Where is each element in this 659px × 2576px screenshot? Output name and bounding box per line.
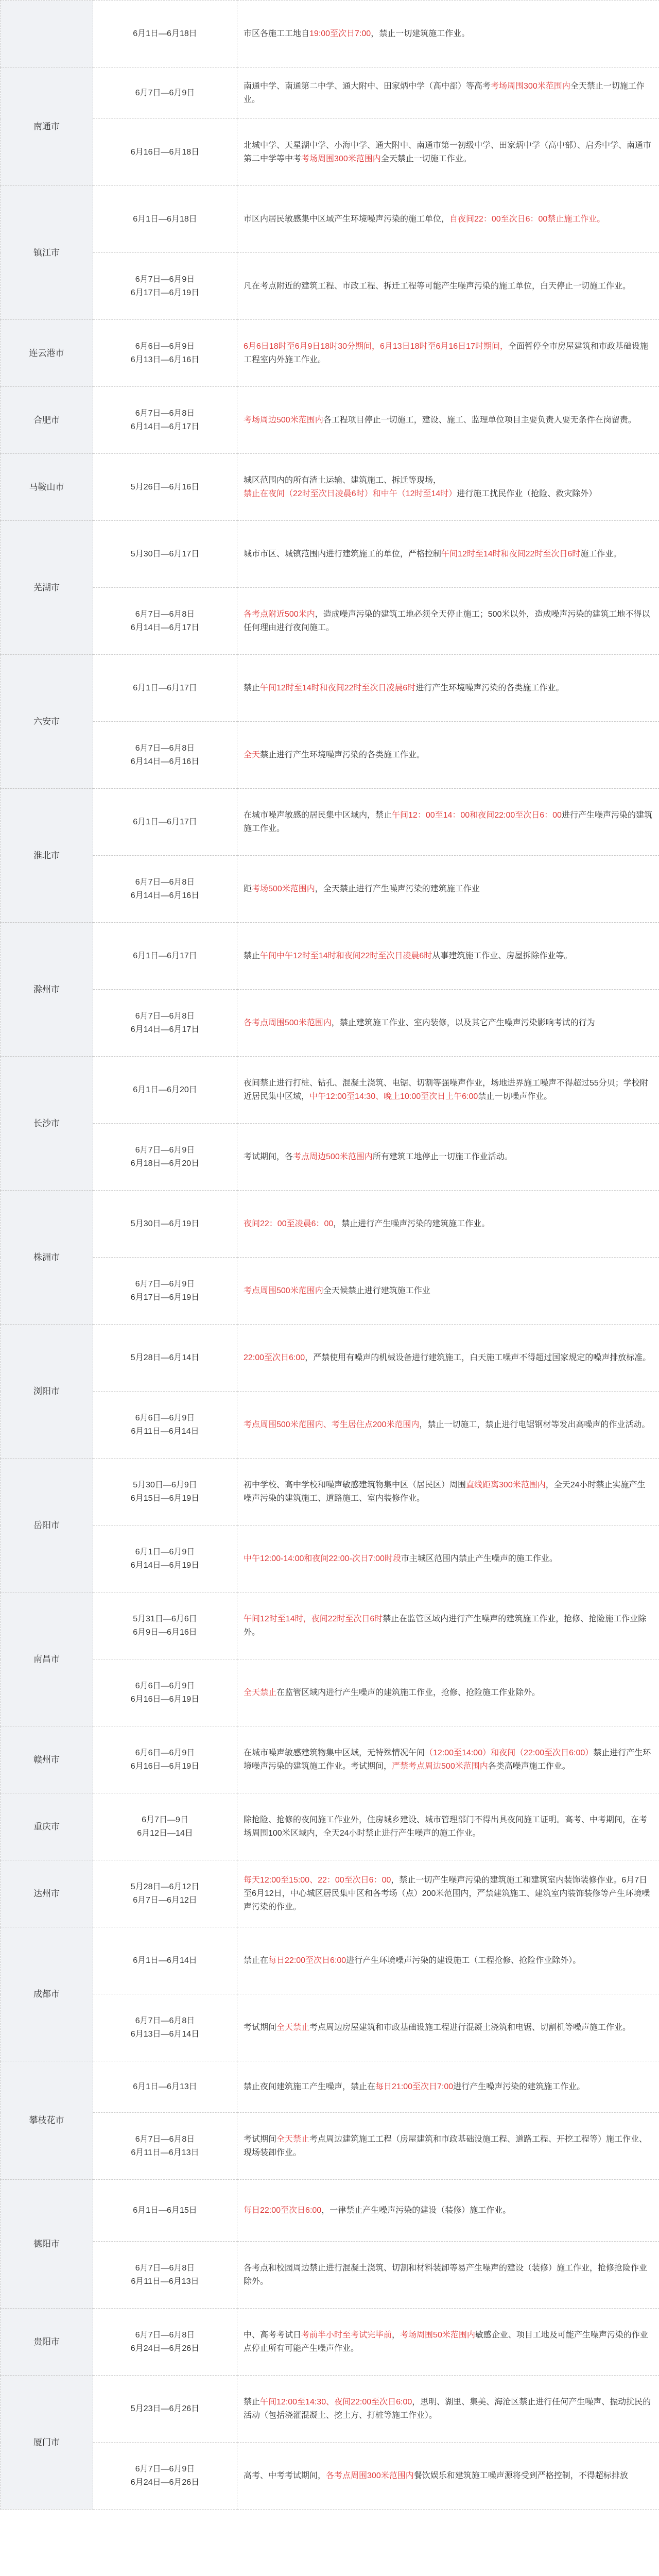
- table-row: [1, 1860, 659, 1927]
- highlighted-text: 考场周围300米范围内: [301, 154, 381, 163]
- table-row: [1, 454, 659, 521]
- restriction-description-cell: [237, 521, 659, 588]
- table-row: [1, 2242, 659, 2309]
- restriction-description-cell: [237, 1, 659, 67]
- highlighted-text: 19:00至次日7:00: [309, 29, 371, 38]
- description-text: ，禁止一切施工，禁止进行电锯钢材等发出高噪声的作业活动。: [419, 1420, 650, 1429]
- city-cell: 滁州市: [1, 923, 93, 1057]
- city-cell: 镇江市: [1, 186, 93, 320]
- highlighted-text: 每日21:00至次日7:00: [375, 2082, 454, 2091]
- restriction-description-cell: [237, 1659, 659, 1726]
- highlighted-text: 每日22:00至次日6:00: [244, 2206, 322, 2215]
- table-row: [1, 1191, 659, 1258]
- city-cell: 岳阳市: [1, 1459, 93, 1592]
- description-text: 距: [244, 884, 252, 893]
- date-range-cell: 5月30日—6月19日: [93, 1191, 237, 1258]
- city-cell: 浏阳市: [1, 1325, 93, 1459]
- date-range-cell: 5月31日—6月6日 6月9日—6月16日: [93, 1592, 237, 1659]
- city-cell: 长沙市: [1, 1057, 93, 1191]
- description-text: 禁止在: [244, 1956, 269, 1965]
- date-range-cell: 6月16日—6月18日: [93, 119, 237, 186]
- table-row: [1, 186, 659, 253]
- date-range-cell: 6月7日—6月8日 6月14日—6月17日: [93, 387, 237, 454]
- highlighted-text: 各考点周围300米范围内: [326, 2471, 414, 2480]
- restriction-description-cell: [237, 789, 659, 856]
- restriction-description-cell: [237, 2376, 659, 2443]
- date-range-cell: 6月1日—6月20日: [93, 1057, 237, 1124]
- description-text: 考试期间: [244, 2134, 277, 2144]
- date-range-cell: 6月7日—6月9日 6月18日—6月20日: [93, 1124, 237, 1191]
- date-range-cell: 5月28日—6月14日: [93, 1325, 237, 1392]
- highlighted-text: 各考点周围500米范围内: [244, 1018, 332, 1027]
- description-text: 市区各施工工地自: [244, 29, 310, 38]
- restriction-description-cell: [237, 119, 659, 186]
- highlighted-text: 夜间22：00至凌晨6：00: [244, 1219, 334, 1228]
- highlighted-text: 22:00至次日6:00: [244, 1353, 305, 1362]
- description-text: ，严禁使用有噪声的机械设备进行建筑施工，白天施工噪声不得超过国家规定的噪声排放标准。: [305, 1353, 651, 1362]
- city-cell: 芜湖市: [1, 521, 93, 655]
- date-range-cell: 6月7日—6月8日 6月13日—6月14日: [93, 1994, 237, 2061]
- highlighted-text: 考点周边500米范围内: [293, 1152, 373, 1161]
- restriction-description-cell: [237, 1526, 659, 1592]
- table-row: [1, 1392, 659, 1459]
- date-range-cell: 6月7日—6月8日 6月11日—6月13日: [93, 2242, 237, 2309]
- date-range-cell: 6月7日—6月9日 6月17日—6月19日: [93, 253, 237, 320]
- city-cell: 株洲市: [1, 1191, 93, 1325]
- city-cell: 六安市: [1, 655, 93, 789]
- description-text: ，禁止一切建筑施工作业。: [371, 29, 470, 38]
- description-text: 进行产生环境噪声污染的建设施工（工程抢修、抢险作业除外）。: [346, 1956, 581, 1965]
- restriction-description-cell: [237, 1392, 659, 1459]
- table-row: [1, 789, 659, 856]
- table-row: [1, 1057, 659, 1124]
- restriction-description-cell: [237, 2113, 659, 2180]
- table-row: [1, 1526, 659, 1592]
- restriction-description-cell: [237, 1793, 659, 1860]
- table-row: [1, 655, 659, 722]
- date-range-cell: 5月28日—6月12日 6月7日—6月12日: [93, 1860, 237, 1927]
- highlighted-text: 考场周围50米范围内: [400, 2330, 475, 2340]
- date-range-cell: 6月7日—6月8日 6月14日—6月17日: [93, 990, 237, 1057]
- description-text: 从事建筑施工作业、房屋拆除作业等。: [432, 951, 573, 960]
- highlighted-text: 直线距离300米范围内: [466, 1480, 546, 1489]
- highlighted-text: 全天禁止: [276, 2134, 310, 2144]
- city-cell: 厦门市: [1, 2376, 93, 2510]
- table-row: [1, 253, 659, 320]
- city-cell: 赣州市: [1, 1726, 93, 1793]
- description-text: 进行产生环境噪声污染的各类施工作业。: [415, 683, 564, 692]
- description-text: 全面暂停全市房屋建筑和市政基础设施工程室内外施工作业。: [244, 342, 648, 364]
- date-range-cell: 6月6日—6月9日 6月13日—6月16日: [93, 320, 237, 387]
- description-text: ，: [392, 2330, 401, 2340]
- description-text: 除抢险、抢修的夜间施工作业外，住房城乡建设、城市管理部门不得出具夜间施工证明。高考、中考期间，在考场周围100米区域内，全天24小时禁止进行产生噪声的施工作业。: [244, 1815, 648, 1838]
- description-text: ，思明、湖里、集美、海沧区禁止进行任何产生噪声、振动扰民的活动（包括浇灌混凝土、挖土方、打桩等施工作业）。: [244, 2397, 651, 2420]
- restriction-description-cell: [237, 1860, 659, 1927]
- city-cell: 攀枝花市: [1, 2061, 93, 2180]
- highlighted-text: 午间12：00至14：00和夜间22:00至次日6：00: [392, 810, 562, 820]
- description-text: 在城市噪声敏感建筑物集中区域，无特殊情况午间: [244, 1748, 425, 1757]
- description-text: 市主城区范围内禁止产生噪声的施工作业。: [401, 1554, 558, 1563]
- highlighted-text: 考场500米范围内: [252, 884, 315, 893]
- date-range-cell: 6月1日—6月17日: [93, 655, 237, 722]
- date-range-cell: 5月30日—6月17日: [93, 521, 237, 588]
- description-text: 南通中学、南通第二中学、通大附中、田家炳中学（高中部）等高考: [244, 81, 491, 91]
- restriction-description-cell: [237, 2309, 659, 2376]
- restriction-description-cell: [237, 2180, 659, 2242]
- city-cell: 南昌市: [1, 1592, 93, 1726]
- table-row: [1, 923, 659, 990]
- description-text: 全天禁止一切施工作业。: [380, 154, 472, 163]
- restriction-description-cell: [237, 1927, 659, 1994]
- description-text: 禁止在监管区域内进行产生噪声的建筑施工作业，抢修、抢险施工作业除外。: [244, 1614, 647, 1637]
- description-text: 禁止: [244, 2397, 261, 2406]
- description-text: 高考、中考考试期间，: [244, 2471, 326, 2480]
- table-row: [1, 387, 659, 454]
- description-text: 中、高考考试日: [244, 2330, 302, 2340]
- description-text: 禁止: [244, 683, 261, 692]
- highlighted-text: 考场周围300米范围内: [491, 81, 570, 91]
- table-row: [1, 1726, 659, 1793]
- city-cell: 成都市: [1, 1927, 93, 2061]
- city-cell: 南通市: [1, 67, 93, 186]
- restriction-description-cell: [237, 1191, 659, 1258]
- description-text: 北城中学、天星湖中学、小海中学、通大附中、南通市第一初级中学、田家炳中学（高中部）、启秀中学、南通市第二中学等中考: [244, 141, 652, 163]
- description-text: 所有建筑工地停止一切施工作业活动。: [372, 1152, 513, 1161]
- description-text: 各工程项目停止一切施工，建设、施工、监理单位项目主要负责人要无条件在岗留责。: [323, 415, 636, 425]
- city-cell: 淮北市: [1, 789, 93, 923]
- table-row: [1, 588, 659, 655]
- description-text: 在城市噪声敏感的居民集中区域内，禁止: [244, 810, 392, 820]
- date-range-cell: 6月7日—9日 6月12日—14日: [93, 1793, 237, 1860]
- highlighted-text: 考场周边500米范围内: [244, 415, 323, 425]
- date-range-cell: 6月6日—6月9日 6月11日—6月14日: [93, 1392, 237, 1459]
- restriction-description-cell: [237, 2242, 659, 2309]
- description-text: 考点周边建筑施工工程（房屋建筑和市政基础设施工程、道路工程、开挖工程等）施工作业、现场装卸作业。: [244, 2134, 648, 2157]
- description-text: 考点周边房屋建筑和市政基础设施工程进行混凝土浇筑和电锯、切割机等噪声施工作业。: [309, 2023, 631, 2032]
- description-text: 禁止夜间建筑施工产生噪声，禁止在: [244, 2082, 376, 2091]
- description-text: 考试期间，各: [244, 1152, 293, 1161]
- description-text: ，禁止建筑施工作业、室内装修，以及其它产生噪声污染影响考试的行为: [331, 1018, 595, 1027]
- description-text: 进行产生噪声污染的建筑施工作业。: [453, 2082, 585, 2091]
- city-cell: 合肥市: [1, 387, 93, 454]
- highlighted-text: 全天: [244, 750, 261, 759]
- restriction-description-cell: [237, 320, 659, 387]
- table-row: [1, 119, 659, 186]
- highlighted-text: 自夜间22：00至次日6：00禁止施工作业。: [449, 214, 605, 224]
- city-cell: 达州市: [1, 1860, 93, 1927]
- description-text: ，禁止进行产生噪声污染的建筑施工作业。: [333, 1219, 490, 1228]
- description-text: 全天候禁止进行建筑施工作业: [323, 1286, 430, 1295]
- restriction-description-cell: [237, 2443, 659, 2510]
- restriction-description-cell: [237, 1726, 659, 1793]
- table-row: [1, 2113, 659, 2180]
- description-text: 敏感企业、项目工地及可能产生噪声污染的作业点停止所有可能产生噪声作业。: [244, 2330, 648, 2353]
- description-text: 各类高噪声施工作业。: [488, 1761, 570, 1771]
- table-row: [1, 67, 659, 119]
- restriction-description-cell: [237, 1057, 659, 1124]
- table-row: [1, 2443, 659, 2510]
- highlighted-text: 午间中午12时至14时和夜间22时至次日凌晨6时: [260, 951, 432, 960]
- highlighted-text: （12:00至14:00）和夜间（22:00至次日6:00）: [425, 1748, 594, 1757]
- table-row: [1, 856, 659, 923]
- date-range-cell: 6月7日—6月9日: [93, 67, 237, 119]
- date-range-cell: 5月23日—6月26日: [93, 2376, 237, 2443]
- date-range-cell: 5月26日—6月16日: [93, 454, 237, 521]
- highlighted-text: 午间12:00至14:30、夜间22:00至次日6:00: [260, 2397, 412, 2406]
- table-row: [1, 1258, 659, 1325]
- restriction-description-cell: [237, 1124, 659, 1191]
- date-range-cell: 6月1日—6月17日: [93, 923, 237, 990]
- restriction-description-cell: [237, 722, 659, 789]
- date-range-cell: 6月1日—6月9日 6月14日—6月19日: [93, 1526, 237, 1592]
- date-range-cell: 6月7日—6月8日 6月11日—6月13日: [93, 2113, 237, 2180]
- description-text: ，造成噪声污染的建筑工地必须全天停止施工；500米以外，造成噪声污染的建筑工地不得以任何理由进行夜间施工。: [244, 609, 650, 632]
- highlighted-text: 每天12:00至15:00、22：00至次日6：00: [244, 1875, 391, 1885]
- restriction-description-cell: [237, 186, 659, 253]
- date-range-cell: 6月6日—6月9日 6月16日—6月19日: [93, 1726, 237, 1793]
- table-row: [1, 2309, 659, 2376]
- highlighted-text: 午间12时至14时，夜间22时至次日6时: [244, 1614, 383, 1623]
- date-range-cell: 6月7日—6月9日 6月24日—6月26日: [93, 2443, 237, 2510]
- restriction-description-cell: [237, 856, 659, 923]
- restriction-description-cell: [237, 253, 659, 320]
- highlighted-text: 6月6日18时至6月9日18时30分期间，6月13日18时至6月16日17时期间，: [244, 342, 508, 351]
- description-text: 凡在考点附近的建筑工程、市政工程、拆迁工程等可能产生噪声污染的施工单位，白天停止一切施工作业。: [244, 281, 631, 291]
- restriction-description-cell: [237, 1592, 659, 1659]
- city-cell: 马鞍山市: [1, 454, 93, 521]
- description-text: 夜间禁止进行打桩、钻孔、混凝土浇筑、电锯、切割等强噪声作业，场地进界施工噪声不得超过55分贝；学校附近居民集中区域，: [244, 1078, 648, 1101]
- restriction-description-cell: [237, 387, 659, 454]
- restriction-description-cell: [237, 1258, 659, 1325]
- date-range-cell: 6月7日—6月8日 6月24日—6月26日: [93, 2309, 237, 2376]
- highlighted-text: 午间12时至14时和夜间22时至次日6时: [441, 549, 581, 558]
- table-row: [1, 722, 659, 789]
- table-row: [1, 1793, 659, 1860]
- date-range-cell: 6月7日—6月8日 6月14日—6月16日: [93, 722, 237, 789]
- highlighted-text: 每日22:00至次日6:00: [268, 1956, 346, 1965]
- description-text: ，禁止一切产生噪声污染的建筑施工和建筑室内装饰装修作业。6月7日至6月12日，中心城区居民集中区和各考场（点）200米范围内，严禁建筑施工、建筑室内装饰装修等产生环境噪声污染的作业。: [244, 1875, 650, 1911]
- restriction-description-cell: [237, 67, 659, 119]
- description-text: 各考点和校园周边禁止进行混凝土浇筑、切割和材料装卸等易产生噪声的建设（装修）施工作业，抢修抢险作业除外。: [244, 2263, 648, 2286]
- date-range-cell: 6月1日—6月14日: [93, 1927, 237, 1994]
- table-row: [1, 2180, 659, 2242]
- table-row: [1, 2061, 659, 2113]
- description-text: 禁止一切噪声作业。: [478, 1092, 552, 1101]
- description-text: 禁止进行产生环境噪声污染的各类施工作业。: [260, 750, 425, 759]
- description-text: 城市市区、城镇范围内进行建筑施工的单位，严格控制: [244, 549, 442, 558]
- restriction-description-cell: [237, 588, 659, 655]
- description-text: 初中学校、高中学校和噪声敏感建筑物集中区（居民区）周围: [244, 1480, 466, 1489]
- description-text: 餐饮娱乐和建筑施工噪声源将受到严格控制，不得超标排放: [413, 2471, 628, 2480]
- date-range-cell: 6月7日—6月8日 6月14日—6月16日: [93, 856, 237, 923]
- date-range-cell: 6月7日—6月8日 6月14日—6月17日: [93, 588, 237, 655]
- city-cell: 连云港市: [1, 320, 93, 387]
- date-range-cell: 6月6日—6月9日 6月16日—6月19日: [93, 1659, 237, 1726]
- date-range-cell: 6月7日—6月9日 6月17日—6月19日: [93, 1258, 237, 1325]
- city-cell: 重庆市: [1, 1793, 93, 1860]
- description-text: 市区内居民敏感集中区域产生环境噪声污染的施工单位，: [244, 214, 450, 224]
- table-row: [1, 320, 659, 387]
- date-range-cell: 6月1日—6月15日: [93, 2180, 237, 2242]
- highlighted-text: 午间12时至14时和夜间22时至次日凌晨6时: [260, 683, 416, 692]
- date-range-cell: 6月1日—6月17日: [93, 789, 237, 856]
- restriction-description-cell: [237, 923, 659, 990]
- description-text: 进行施工扰民作业（抢险、救灾除外）: [457, 489, 597, 498]
- table-row: [1, 1927, 659, 1994]
- restriction-description-cell: [237, 990, 659, 1057]
- highlighted-text: 考点周围500米范围内: [244, 1286, 323, 1295]
- table-row: [1, 1592, 659, 1659]
- restriction-description-cell: [237, 1994, 659, 2061]
- description-text: 在监管区域内进行产生噪声的建筑施工作业，抢修、抢险施工作业除外。: [276, 1688, 541, 1697]
- table-row: [1, 1325, 659, 1392]
- highlighted-text: 禁止在夜间（22时至次日凌晨6时）和中午（12时至14时）: [244, 489, 457, 498]
- highlighted-text: 严禁考点周边500米范围内: [392, 1761, 488, 1771]
- table-row: [1, 1459, 659, 1526]
- restriction-description-cell: [237, 1459, 659, 1526]
- date-range-cell: 5月30日—6月9日 6月15日—6月19日: [93, 1459, 237, 1526]
- highlighted-text: 全天禁止: [244, 1688, 277, 1697]
- highlighted-text: 考点周围500米范围内、考生居住点200米范围内: [244, 1420, 420, 1429]
- description-text: ，全天24小时禁止实施产生噪声污染的建筑施工、道路施工、室内装修作业。: [244, 1480, 646, 1503]
- table-row: [1, 1124, 659, 1191]
- restriction-description-cell: [237, 454, 659, 521]
- description-text: 禁止: [244, 951, 261, 960]
- description-text: ，全天禁止进行产生噪声污染的建筑施工作业: [315, 884, 480, 893]
- description-text: 施工作业。: [580, 549, 622, 558]
- table-row: [1, 1659, 659, 1726]
- restriction-description-cell: [237, 1325, 659, 1392]
- description-text: 进行产生噪声污染的建筑施工作业。: [244, 810, 652, 833]
- description-text: 全天禁止一切施工作业。: [244, 81, 645, 104]
- table-row: [1, 1, 659, 67]
- description-text: 城区范围内的所有渣土运输、建筑施工、拆迁等现场，: [244, 476, 442, 485]
- description-text: 禁止进行产生环境噪声污染的建筑施工作业。考试期间，: [244, 1748, 651, 1771]
- highlighted-text: 中午12:00-14:00和夜间22:00-次日7:00时段: [244, 1554, 401, 1563]
- table-row: [1, 521, 659, 588]
- date-range-cell: 6月1日—6月18日: [93, 1, 237, 67]
- restriction-description-cell: [237, 2061, 659, 2113]
- description-text: 考试期间: [244, 2023, 277, 2032]
- date-range-cell: 6月1日—6月18日: [93, 186, 237, 253]
- highlighted-text: 全天禁止: [276, 2023, 310, 2032]
- city-cell: 贵阳市: [1, 2309, 93, 2376]
- table-row: [1, 1994, 659, 2061]
- highlighted-text: 各考点附近500米内: [244, 609, 315, 619]
- table-row: [1, 2376, 659, 2443]
- description-text: ，一律禁止产生噪声污染的建设（装修）施工作业。: [321, 2206, 511, 2215]
- table-row: [1, 990, 659, 1057]
- restriction-description-cell: [237, 655, 659, 722]
- date-range-cell: 6月1日—6月13日: [93, 2061, 237, 2113]
- highlighted-text: 中午12:00至14:30、晚上10:00至次日上午6:00: [309, 1092, 478, 1101]
- highlighted-text: 考前半小时至考试完毕前: [301, 2330, 392, 2340]
- city-cell: [1, 1, 93, 67]
- city-cell: 德阳市: [1, 2180, 93, 2309]
